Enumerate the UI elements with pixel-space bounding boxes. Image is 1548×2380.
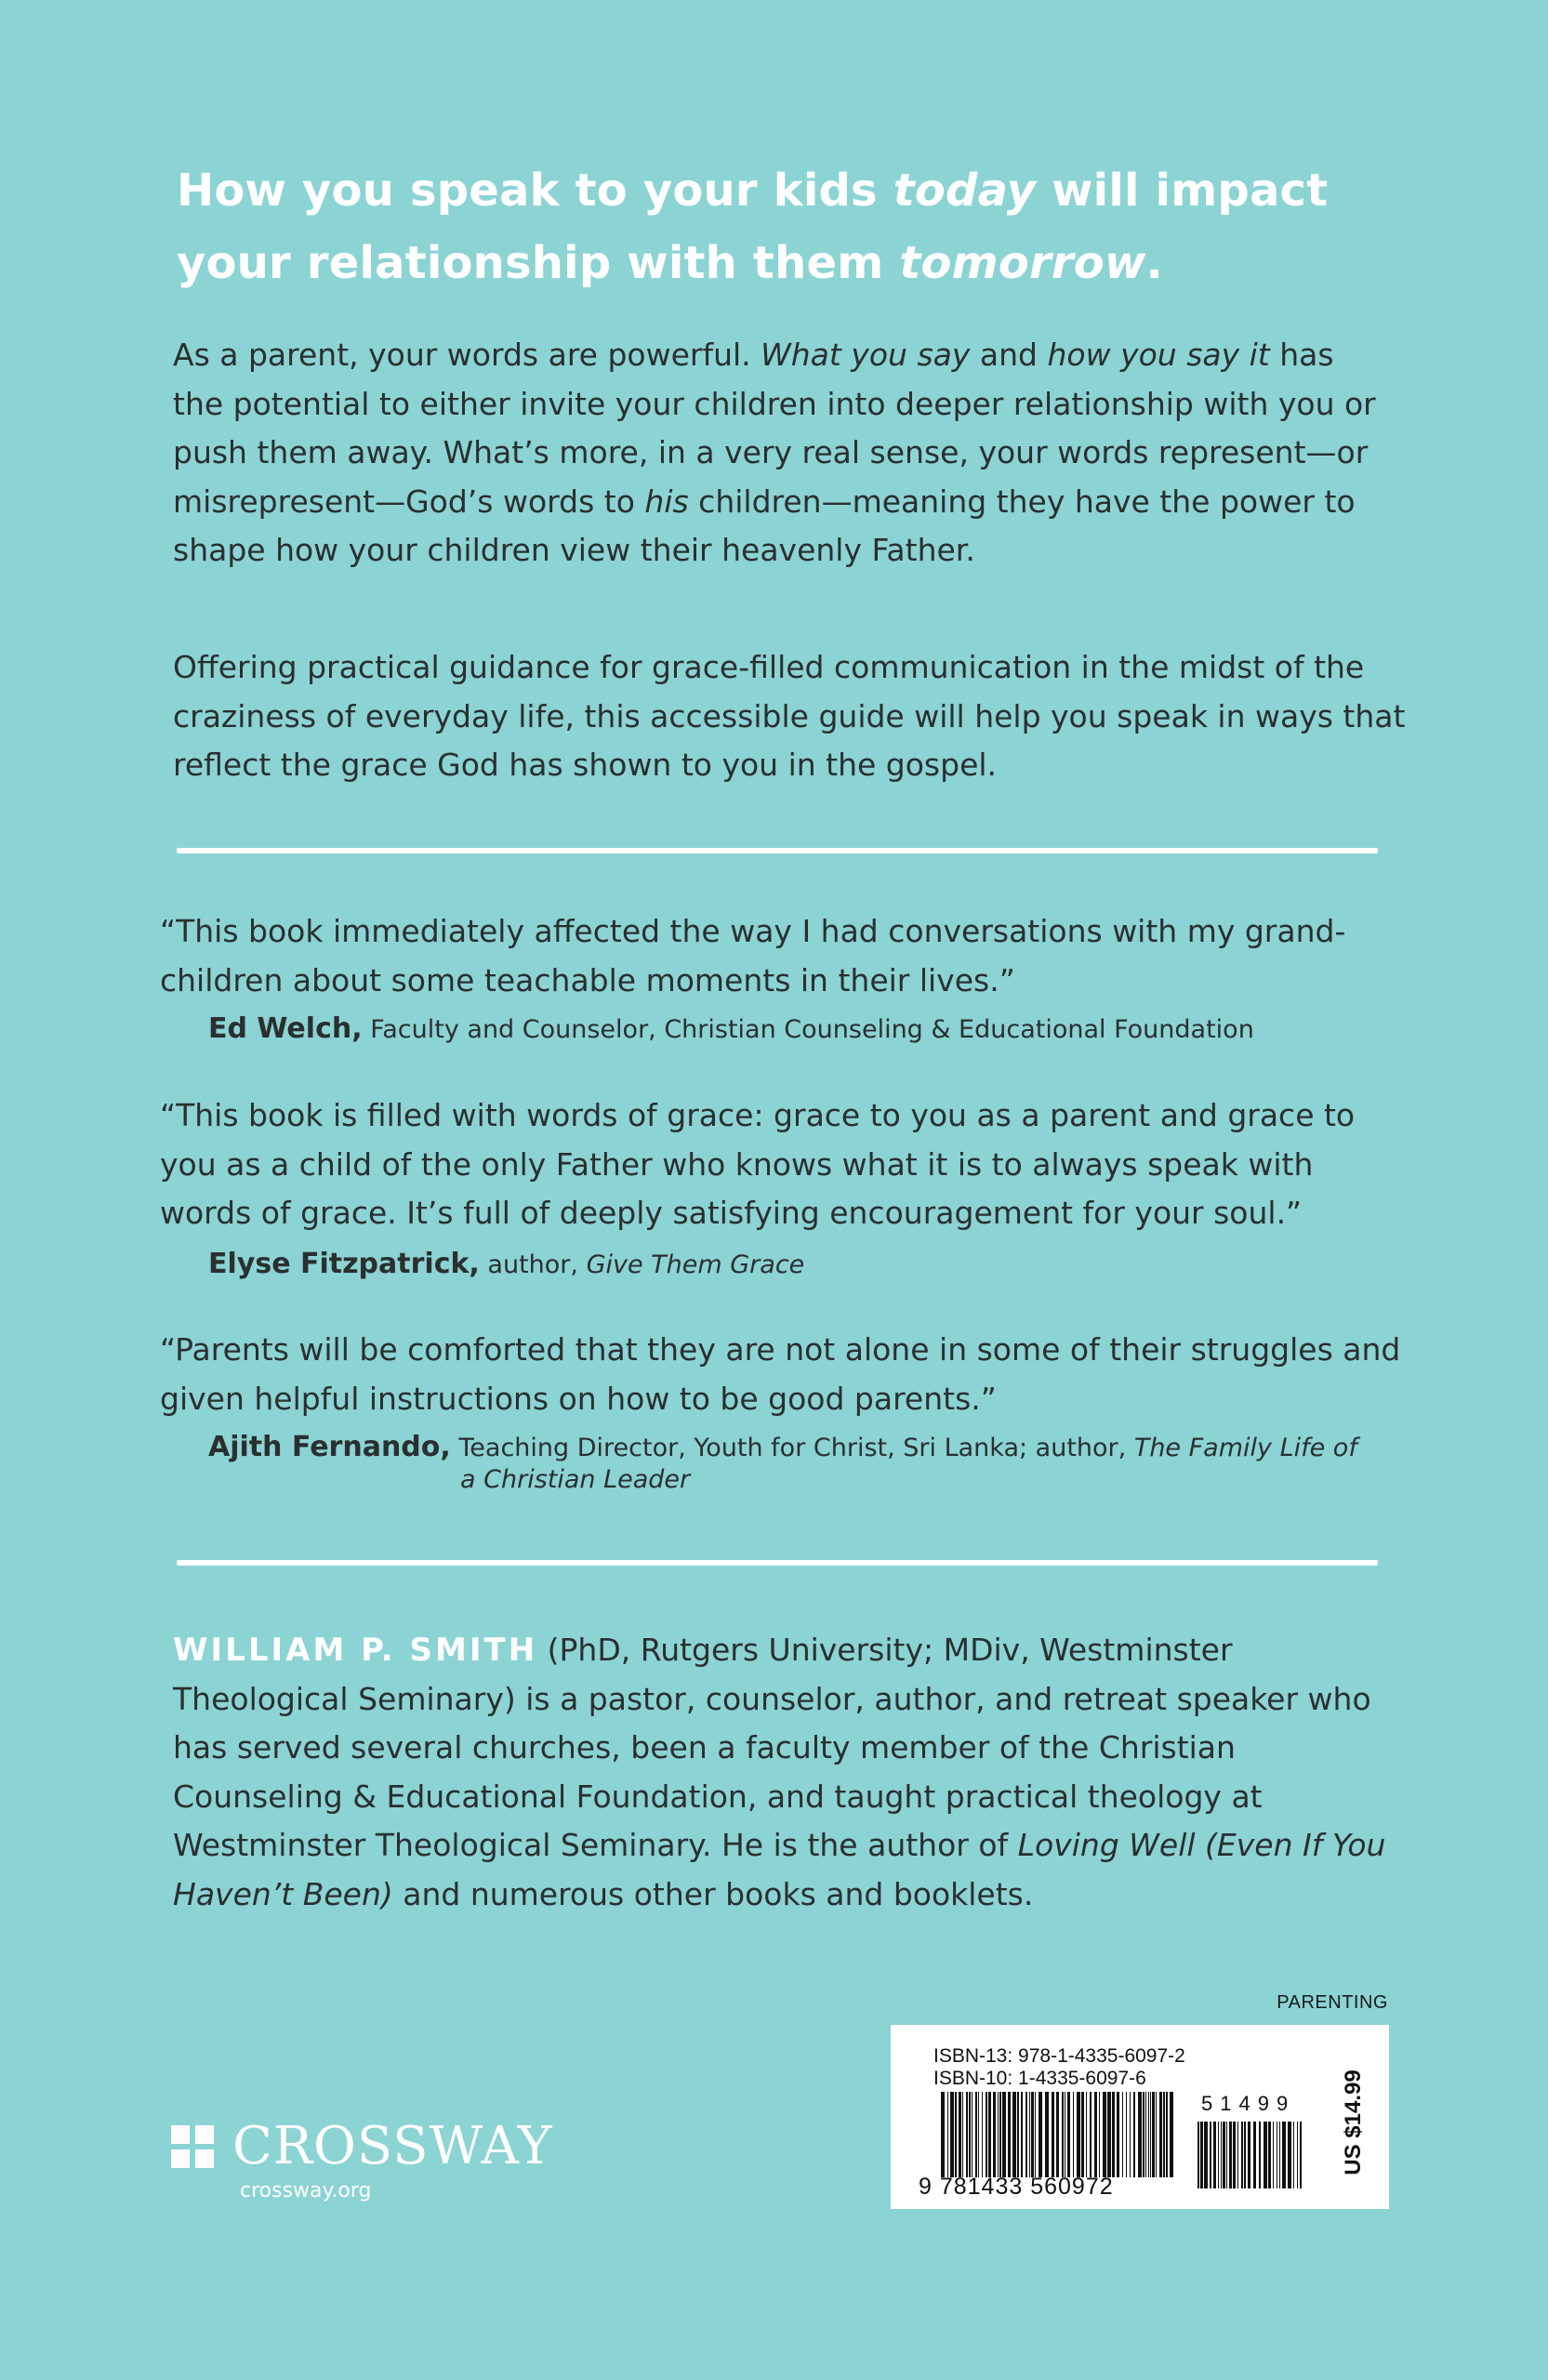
divider-rule	[177, 1560, 1378, 1566]
description-paragraph-2: Offering practical guidance for grace-filled communication in the midst of the craziness of everyday life, this accessible guide will help you speak in ways that reflect the grace God has shown to you in the gospel.	[173, 649, 1406, 783]
endorser-role: author,	[479, 1250, 587, 1279]
endorsement-quote: “Parents will be comforted that they are not alone in some of their struggles and given helpful instructions on how to be good parents.”	[160, 1331, 1401, 1417]
author-name: WILLIAM P. SMITH	[173, 1632, 538, 1669]
ean-barcode-bars	[941, 2092, 1173, 2177]
endorser-role: Teaching Director, Youth for Christ, Sri Lanka; author,	[450, 1434, 1134, 1462]
description-text: children—meaning they have the power to shape how your children view their heavenly Father.	[173, 483, 1356, 568]
headline-emphasis-tomorrow: tomorrow	[899, 237, 1146, 289]
description-text: As a parent, your words are powerful.	[173, 337, 761, 373]
description-emphasis: how you say it	[1047, 337, 1270, 373]
description-text: has the potential to either invite your children into deeper relationship with you or push them away. What’s more, in a very real sense, your words represent—or misrepresent—God’s words to	[173, 337, 1376, 520]
endorser-role: Faculty and Counselor, Christian Counseling & Educational Foundation	[362, 1015, 1254, 1044]
author-bio	[173, 1626, 1409, 1919]
endorser-book-title-continued: a Christian Leader	[460, 1465, 691, 1494]
headline-text: .	[1145, 237, 1163, 289]
ean-digits: 9 781433 560972	[919, 2174, 1114, 2200]
endorser-name: Elyse Fitzpatrick,	[208, 1248, 480, 1280]
headline	[177, 154, 1385, 299]
addon-barcode-bars	[1197, 2122, 1302, 2188]
isbn-13: ISBN-13: 978-1-4335-6097-2	[933, 2045, 1185, 2067]
endorsement-attribution	[208, 1432, 1357, 1464]
description-emphasis: his	[644, 483, 689, 520]
publisher-url[interactable]: crossway.org	[240, 2179, 372, 2202]
description-text: and	[970, 337, 1048, 373]
bio-book-title: Loving Well (Even If You Haven’t Been)	[173, 1827, 1386, 1912]
endorsement-attribution	[208, 1249, 804, 1281]
price-addon-digits: 51499	[1201, 2092, 1296, 2115]
category-label: PARENTING	[1277, 1992, 1388, 2013]
endorsement-attribution	[208, 1013, 1254, 1046]
endorsement-quote: “This book is filled with words of grace: grace to you as a parent and grace to you as a child of the only Father who knows what it is to always speak with words of grace. It’s full of deeply satisfying encouragement for your soul.”	[160, 1097, 1356, 1231]
endorsement-quote: “This book immediately affected the way I had conversations with my grand-children about some teachable moments in their lives.”	[160, 913, 1346, 998]
headline-text: will impact your relationship with them	[177, 165, 1329, 289]
endorser-name: Ed Welch,	[208, 1012, 363, 1045]
bio-text: (PhD, Rutgers University; MDiv, Westminster Theological Seminary) is a pastor, counselor, author, and retreat speaker who has served several churches, been a faculty member of the Christian Counseling & Educational Foundation, and taught practical theology at Westminster Theological Seminary. He is the author of	[173, 1632, 1371, 1863]
isbn-10: ISBN-10: 1-4335-6097-6	[933, 2068, 1146, 2089]
headline-text: How you speak to your kids	[177, 165, 893, 217]
endorser-book-title: The Family Life of	[1133, 1434, 1357, 1462]
bio-text: and numerous other books and booklets.	[392, 1875, 1034, 1912]
description-paragraph-1	[173, 331, 1382, 575]
divider-rule	[177, 848, 1378, 853]
crossway-cross-icon	[171, 2125, 214, 2168]
barcode-panel	[891, 2025, 1389, 2209]
description-emphasis: What you say	[761, 337, 971, 373]
price-text: US $14.99	[1341, 2069, 1366, 2175]
headline-emphasis-today: today	[893, 165, 1037, 217]
price-label	[1335, 2053, 1372, 2192]
publisher-name: CROSSWAY	[232, 2116, 553, 2176]
endorser-book-title: Give Them Grace	[586, 1250, 805, 1279]
endorser-name: Ajith Fernando,	[208, 1431, 451, 1463]
